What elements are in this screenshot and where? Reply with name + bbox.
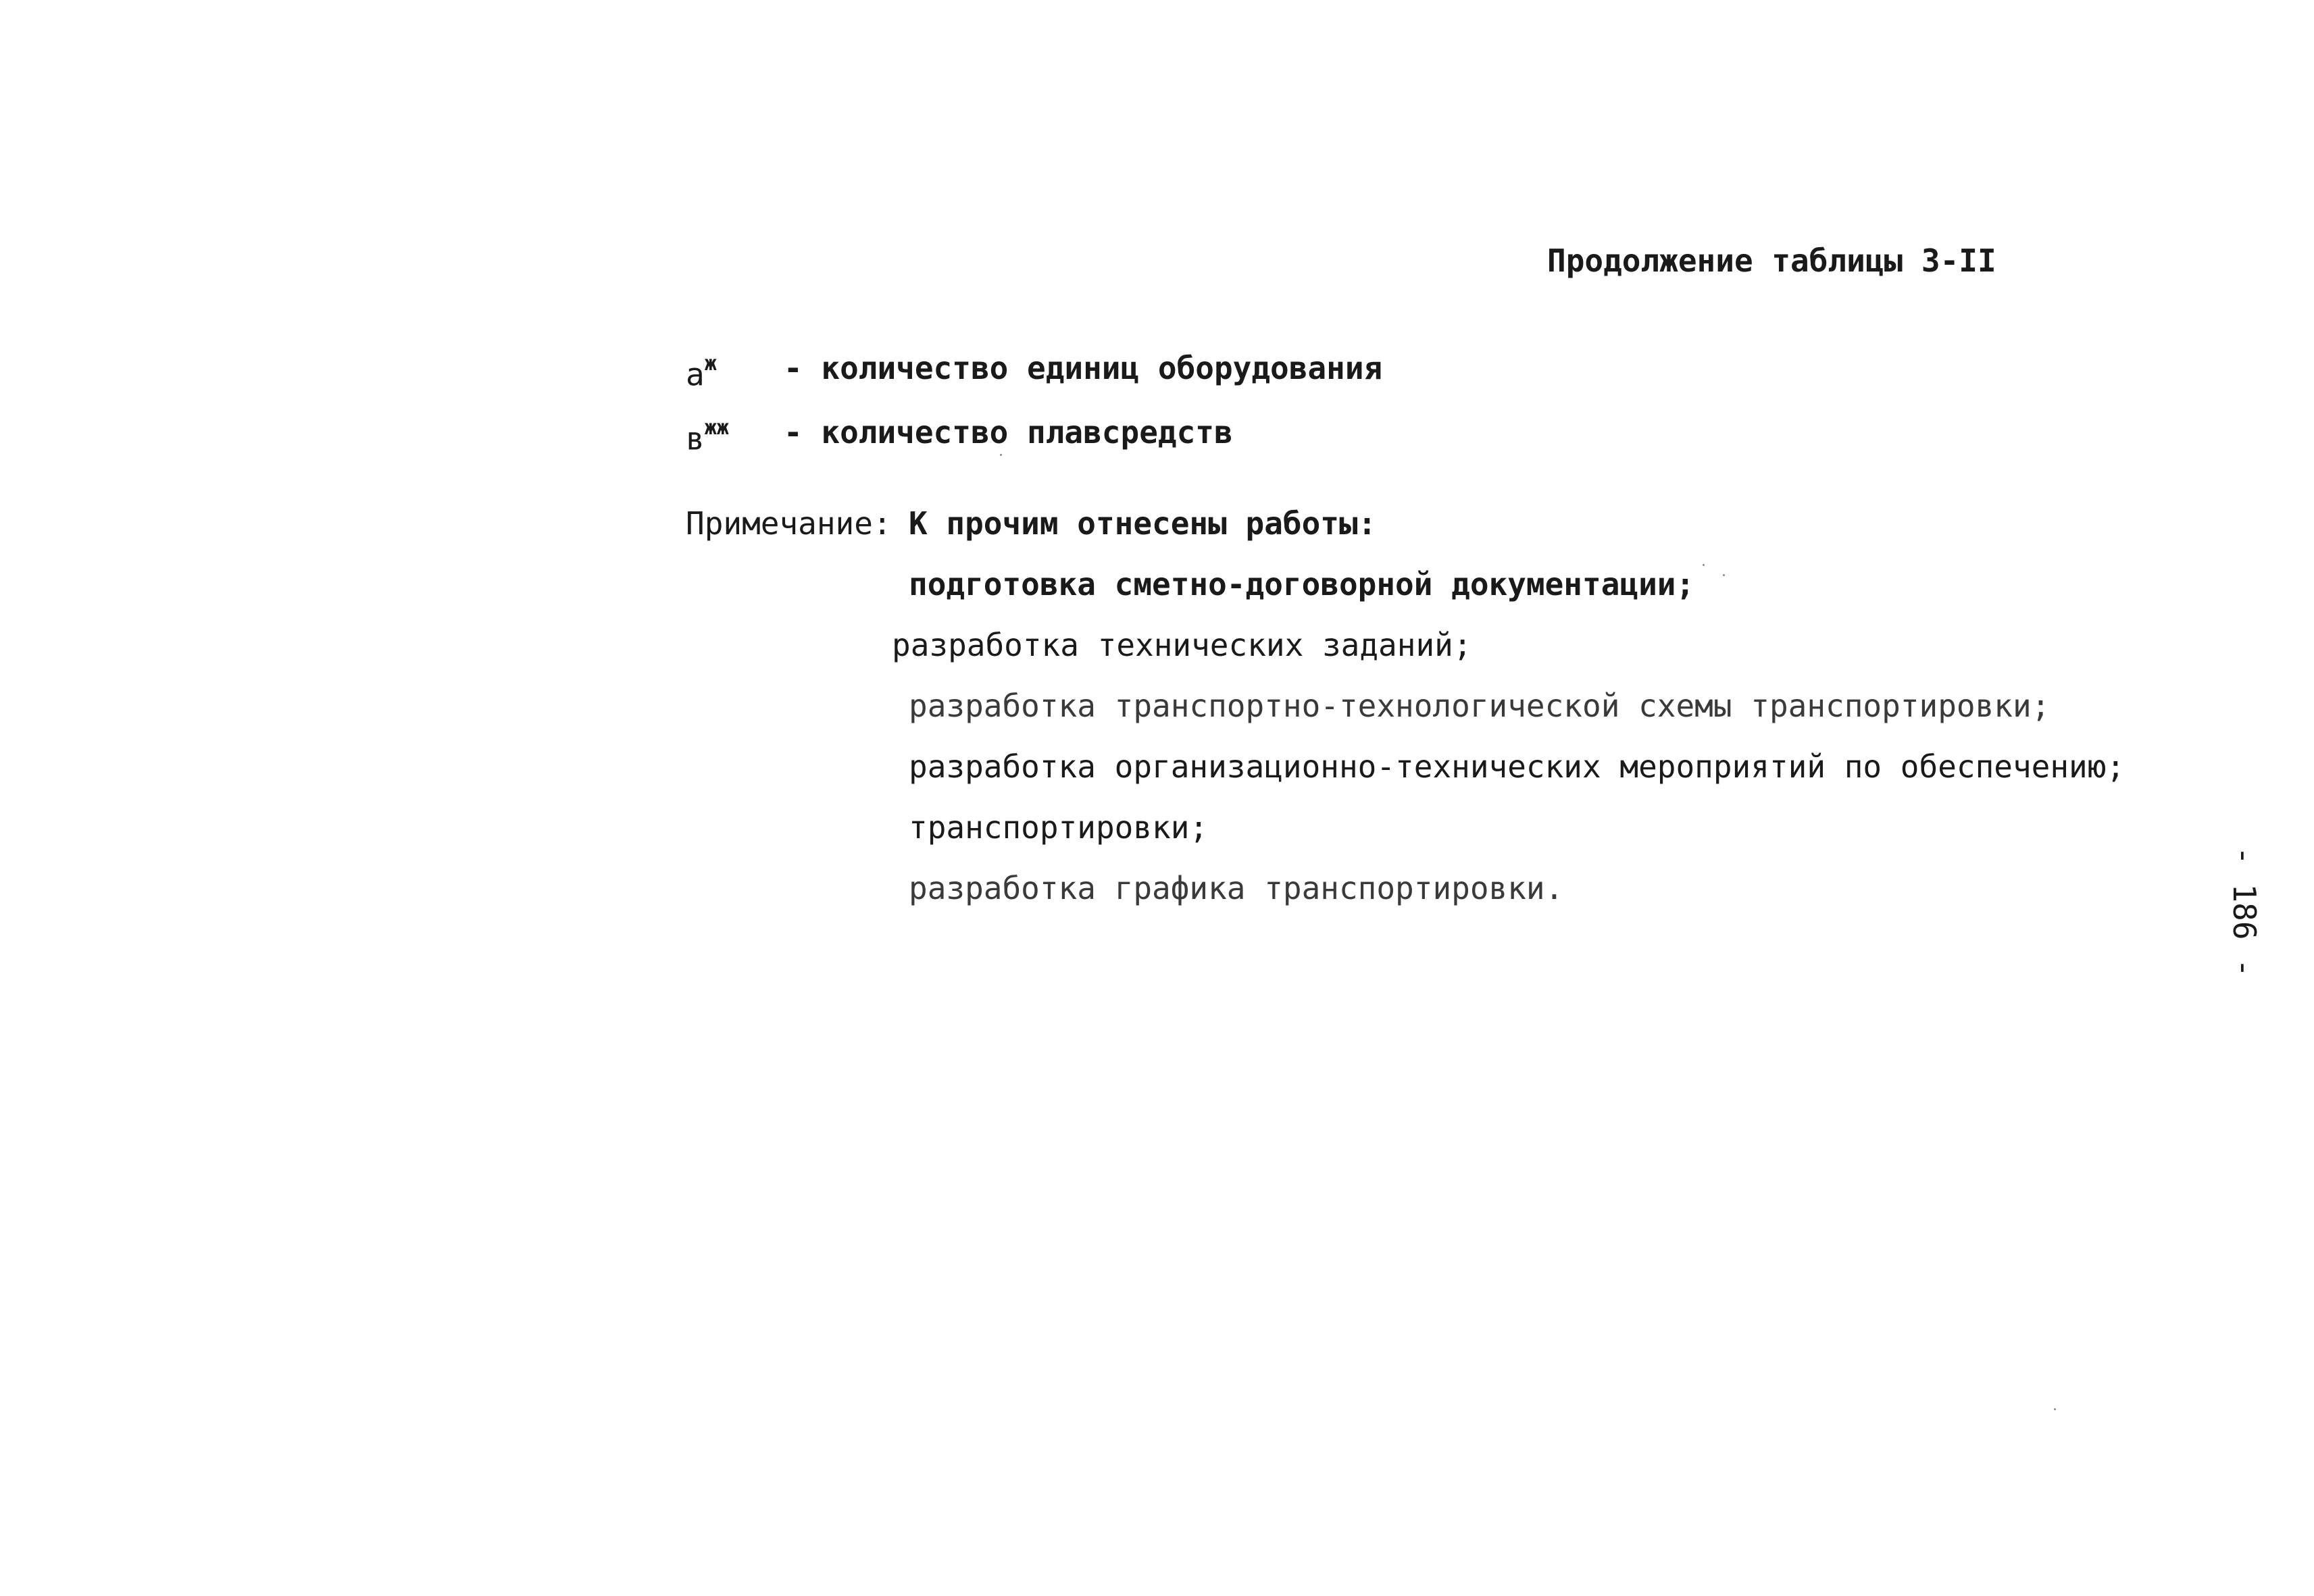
scan-speck <box>1703 564 1705 566</box>
scan-speck <box>2054 1408 2056 1410</box>
note-label: Примечание: <box>686 505 892 542</box>
note-item: разработка транспортно-технологической схемы транспортировки; <box>909 688 2051 724</box>
legend-definition-a: - количество единиц оборудования <box>784 350 1383 386</box>
legend-symbol-marker: ж <box>704 352 717 376</box>
scan-speck <box>1000 454 1002 456</box>
note-item: разработка технических заданий; <box>892 627 1472 663</box>
note-item: транспортировки; <box>909 809 1209 846</box>
legend-definition-b: - количество плавсредств <box>784 414 1233 451</box>
legend-symbol-marker: жж <box>704 416 729 440</box>
legend-symbol-a <box>686 348 717 394</box>
note-item: подготовка сметно-договорной документации; <box>909 566 1695 602</box>
legend-symbol-letter: а <box>686 356 705 393</box>
table-continuation-heading: Продолжение таблицы 3-II <box>1547 242 1996 279</box>
legend-symbol-b <box>686 412 729 459</box>
note-item: разработка организационно-технических мероприятий по обеспечению; <box>909 748 2126 785</box>
page-number: - 186 - <box>2225 846 2263 977</box>
note-intro: К прочим отнесены работы: <box>909 505 1377 542</box>
scan-speck <box>1723 574 1725 576</box>
note-item: разработка графика транспортировки. <box>909 870 1564 906</box>
legend-symbol-letter: в <box>686 420 705 457</box>
